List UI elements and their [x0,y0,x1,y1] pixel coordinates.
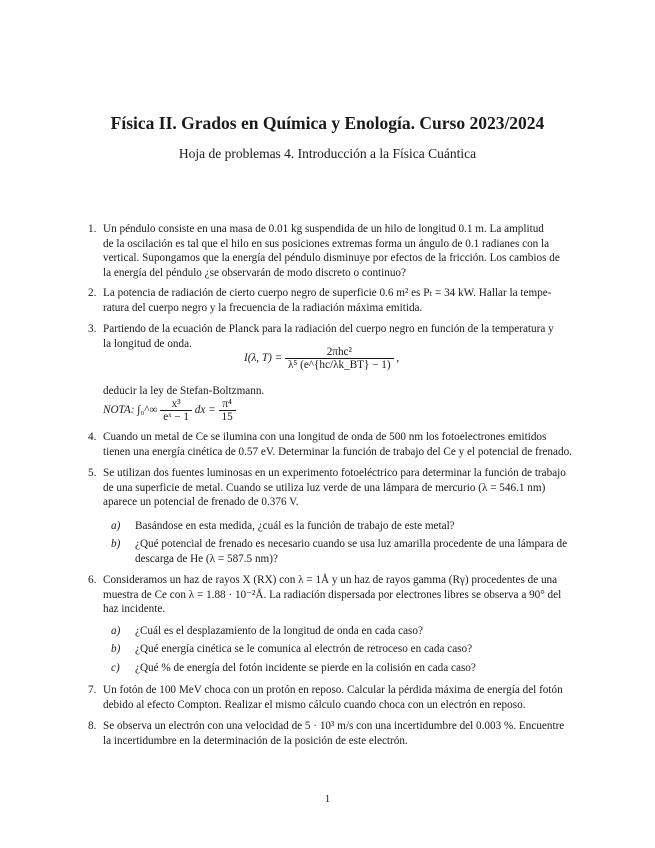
formula-trail: , [396,352,400,365]
problem-number: 5. [88,467,97,479]
problem-text-line: Un péndulo consiste en una masa de 0.01 kg suspendida de un hilo de longitud 0.1 m. La amplitud [103,223,544,235]
formula-numerator: 2πhc² [285,346,394,359]
item-text-line: ¿Qué % de energía del fotón incidente se pierde en la colisión en cada caso? [135,662,476,674]
formula-lhs: I(λ, T) = [244,352,283,365]
problem-text-line: Se observa un electrón con una velocidad de 5 · 10³ m/s con una incertidumbre del 0.003 %. Encuentre [103,720,565,732]
note-result [219,398,236,423]
item-text-line: ¿Cuál es el desplazamiento de la longitud de onda en cada caso? [135,625,423,637]
note-numerator: x³ [160,398,192,411]
item-label: a) [111,520,121,532]
problem-5-item-b [111,537,581,566]
problem-text-line: Partiendo de la ecuación de Planck para la radiación del cuerpo negro en función de la temperatura y [103,323,554,335]
problem-text-line: ratura del cuerpo negro y la frecuencia de la radiación máxima emitida. [103,301,423,314]
note-denominator: eˣ − 1 [163,411,189,423]
item-text-line: ¿Qué potencial de frenado es necesario cuando se usa luz amarilla procedente de una lámpara de [135,538,568,550]
note-fraction [160,398,192,423]
problem-6-item-b [111,642,581,657]
item-label: b) [111,643,121,655]
item-label: a) [111,625,121,637]
problem-number: 8. [88,720,97,732]
item-text-line: ¿Qué energía cinética se le comunica al electrón de retroceso en cada caso? [135,643,473,655]
problem-text-line: Consideramos un haz de rayos X (RX) con λ = 1Å y un haz de rayos gamma (Rγ) procedentes de una [103,574,558,586]
problem-number: 1. [88,223,97,235]
problem-6 [88,573,580,617]
item-text-line: descarga de He (λ = 587.5 nm)? [135,552,278,565]
problem-text-line: vertical. Supongamos que la energía del péndulo disminuye por efectos de la fricción. Los cambios de [103,252,560,265]
formula-fraction [285,346,394,371]
problem-6-item-c [111,661,581,676]
problem-3-after [88,384,580,399]
problem-number: 4. [88,431,97,443]
page-number: 1 [324,793,331,805]
problem-8 [88,719,580,748]
problem-1 [88,222,580,280]
problem-text-line: Un fotón de 100 MeV choca con un protón en reposo. Calcular la pérdida máxima de energía del fotón [103,684,563,696]
note-dx: dx = [194,404,216,417]
problem-2 [88,286,580,315]
problem-text-line: la longitud de onda. [103,337,192,350]
problem-text-line: deducir la ley de Stefan-Boltzmann. [103,385,265,397]
problem-number: 2. [88,287,97,299]
note-integral: ∫₀^∞ [137,404,158,417]
formula-denominator: λ⁵ (e^{hc/λk_BT} − 1) [287,359,391,371]
page-subtitle: Hoja de problemas 4. Introducción a la Física Cuántica [178,146,477,161]
item-text-line: Basándose en esta medida, ¿cuál es la función de trabajo de este metal? [135,520,455,532]
problem-5 [88,466,580,510]
problem-4 [88,430,580,459]
problem-text-line: muestra de Ce con λ = 1.88 · 10⁻²Å. La radiación dispersada por electrones libres se observa a 90° del [103,588,562,601]
problem-text-line: La potencia de radiación de cierto cuerpo negro de superficie 0.6 m² es Pₜ = 34 kW. Hallar la tempe- [103,287,552,299]
problem-text-line: de una superficie de metal. Cuando se utiliza luz verde de una lámpara de mercurio (λ = 546.1 nm) [103,481,546,494]
problem-text-line: tienen una energía cinética de 0.57 eV. Determinar la función de trabajo del Ce y el potencial de frenado. [103,445,572,458]
note-formula [103,398,236,423]
note-result-denominator: 15 [221,411,233,423]
problem-6-item-a [111,624,581,639]
problem-text-line: haz incidente. [103,603,166,616]
problem-text-line: aparece un potencial de frenado de 0.376 V. [103,496,299,509]
problem-5-item-a [111,519,581,534]
item-label: c) [111,662,120,674]
note-result-numerator: π⁴ [219,398,236,411]
page-title: Física II. Grados en Química y Enología. Curso 2023/2024 [110,113,545,133]
problem-text-line: la energía del péndulo ¿se observarán de modo discreto o continuo? [103,266,406,279]
problem-text-line: la incertidumbre en la determinación de la posición de este electrón. [103,734,408,747]
problem-text-line: de la oscilación es tal que el hilo en sus posiciones extremas forma un ángulo de 0.1 radianes con la [103,237,550,250]
planck-formula [244,346,399,371]
problem-text-line: Cuando un metal de Ce se ilumina con una longitud de onda de 500 nm los fotoelectrones emitidos [103,431,547,443]
problem-number: 7. [88,684,97,696]
problem-number: 6. [88,574,97,586]
problem-number: 3. [88,323,97,335]
problem-7 [88,683,580,712]
item-label: b) [111,538,121,550]
note-label: NOTA: [103,404,135,417]
problem-text-line: debido al efecto Compton. Realizar el mismo cálculo cuando choca con un electrón en reposo. [103,698,526,711]
problem-text-line: Se utilizan dos fuentes luminosas en un experimento fotoeléctrico para determinar la función de trabajo [103,467,566,479]
